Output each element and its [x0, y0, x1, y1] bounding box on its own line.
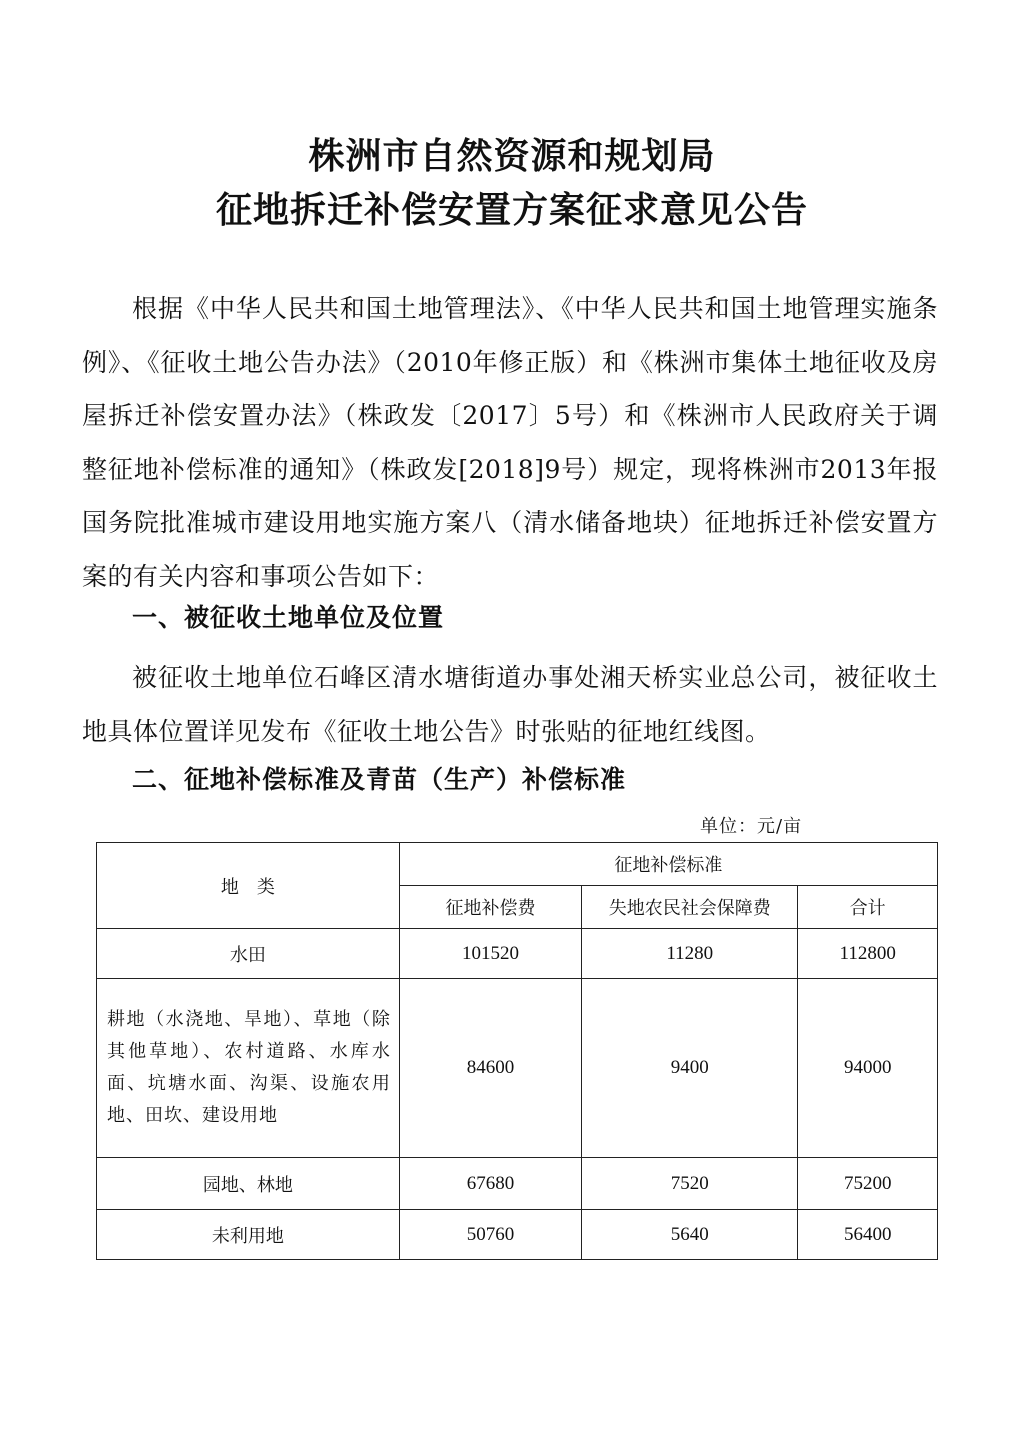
cell-compensation: 50760	[399, 1210, 581, 1260]
cell-land: 水田	[97, 929, 400, 979]
cell-land: 园地、林地	[97, 1158, 400, 1210]
cell-total: 56400	[798, 1210, 938, 1260]
title-line-1: 株洲市自然资源和规划局	[308, 136, 716, 177]
cell-compensation: 84600	[399, 979, 581, 1158]
unit-label: 单位：元/亩	[700, 816, 803, 837]
header-social-security-fee: 失地农民社会保障费	[582, 886, 798, 929]
table-row	[97, 979, 938, 1158]
section-1-heading: 一、被征收土地单位及位置	[132, 603, 445, 632]
cell-compensation: 101520	[399, 929, 581, 979]
cell-total: 94000	[798, 979, 938, 1158]
cell-total: 112800	[798, 929, 938, 979]
intro-paragraph: 根据《中华人民共和国土地管理法》、《中华人民共和国土地管理实施条例》、《征收土地公告办法》（2010年修正版）和《株洲市集体土地征收及房屋拆迁补偿安置办法》（株政发〔2017〕5号）和《株洲市人民政府关于调整征地补偿标准的通知》（株政发[2018]9号）规定，现将株洲市2013年报国务院批准城市建设用地实施方案八（清水储备地块）征地拆迁补偿安置方案的有关内容和事项公告如下：	[82, 294, 938, 591]
section-2-heading: 二、征地补偿标准及青苗（生产）补偿标准	[132, 765, 627, 794]
compensation-table	[96, 842, 938, 1260]
cell-social: 5640	[582, 1210, 798, 1260]
cell-compensation: 67680	[399, 1158, 581, 1210]
cell-social: 11280	[582, 929, 798, 979]
header-total: 合计	[798, 886, 938, 929]
cell-land: 耕地（水浇地、旱地）、草地（除其他草地）、农村道路、水库水面、坑塘水面、沟渠、设施农用地、田坎、建设用地	[97, 979, 400, 1158]
title-line-2: 征地拆迁补偿安置方案征求意见公告	[215, 190, 808, 231]
cell-total: 75200	[798, 1158, 938, 1210]
table-header-row	[97, 843, 938, 886]
header-compensation-fee: 征地补偿费	[399, 886, 581, 929]
table-row	[97, 1210, 938, 1260]
cell-social: 7520	[582, 1158, 798, 1210]
cell-land: 未利用地	[97, 1210, 400, 1260]
cell-social: 9400	[582, 979, 798, 1158]
header-compensation-group: 征地补偿标准	[399, 843, 937, 886]
section-1-paragraph: 被征收土地单位石峰区清水塘街道办事处湘天桥实业总公司，被征收土地具体位置详见发布《征收土地公告》时张贴的征地红线图。	[82, 663, 938, 746]
table-row	[97, 929, 938, 979]
table-row	[97, 1158, 938, 1210]
header-land-type: 地 类	[97, 843, 400, 929]
